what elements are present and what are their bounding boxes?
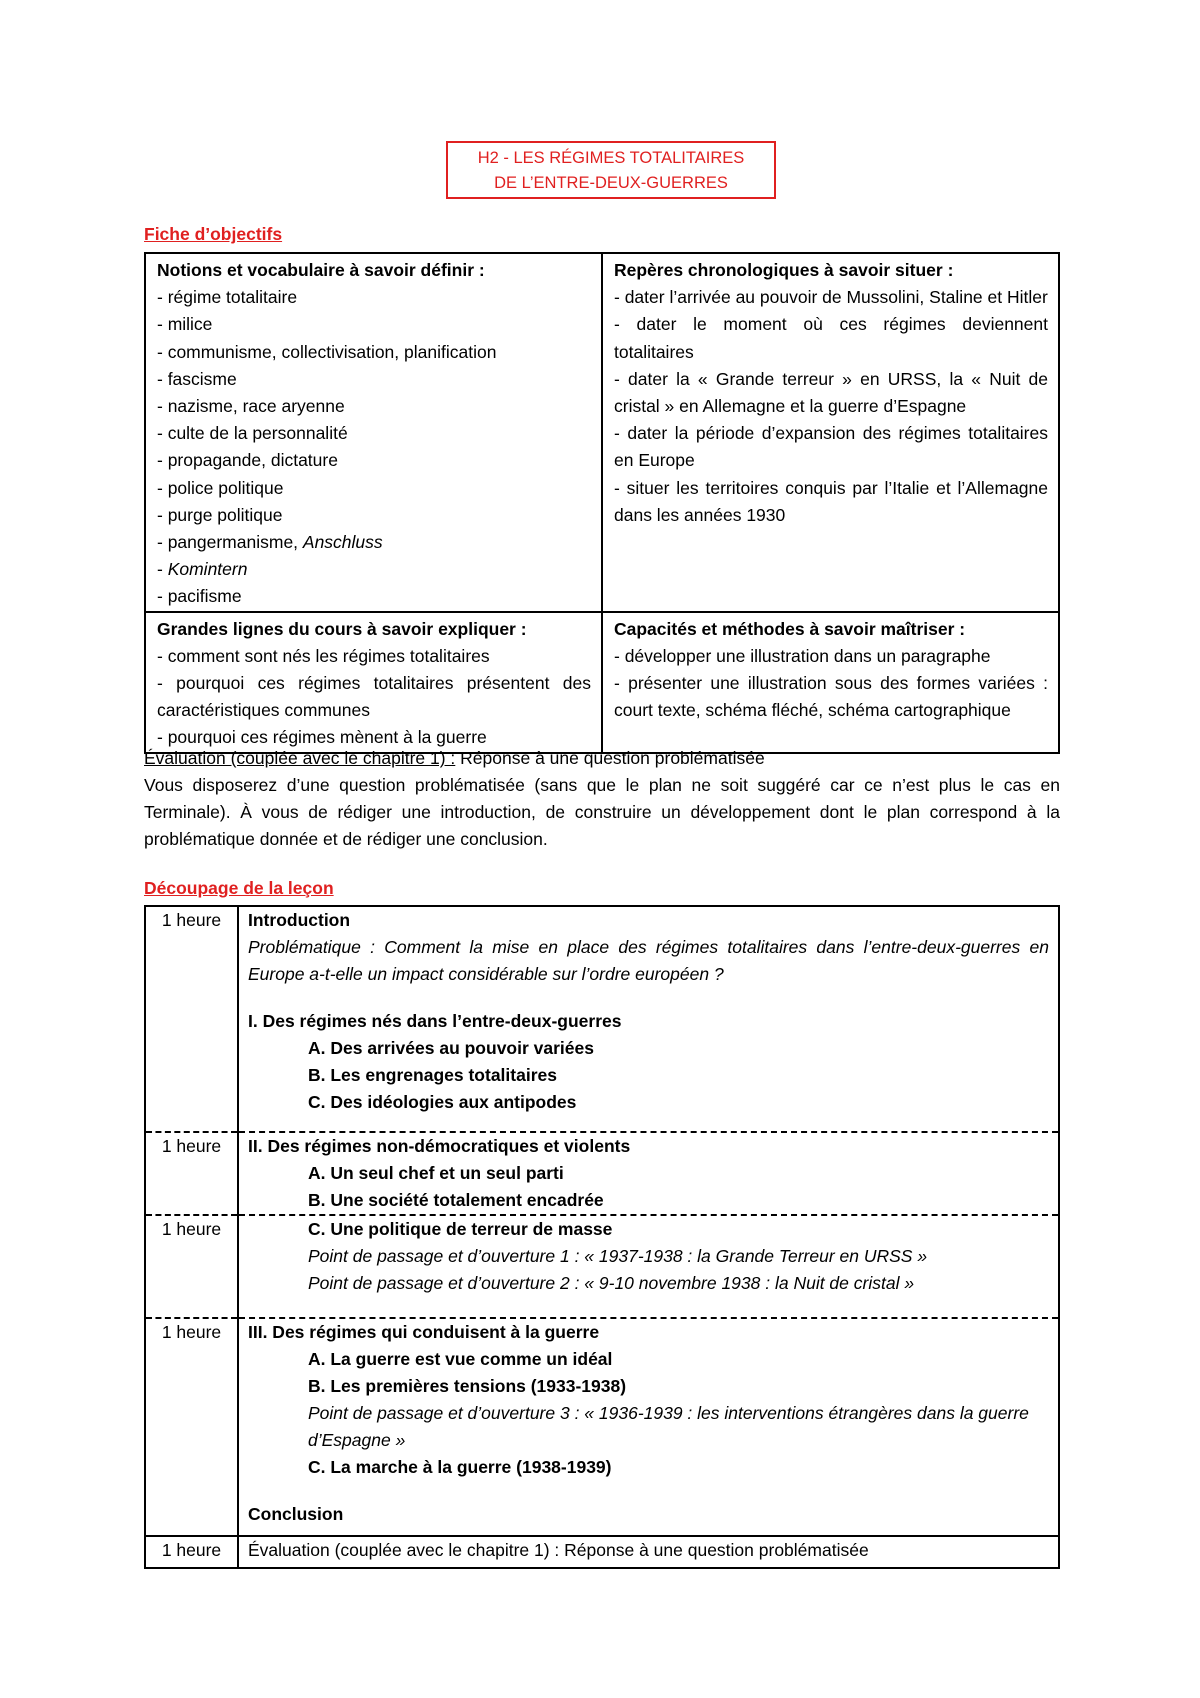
notion-item: - culte de la personnalité [157, 423, 348, 444]
reperes-text: - dater l’arrivée au pouvoir de Mussolini, Staline et Hitler - dater le moment où ces régimes deviennent totalitaires - dater la « Grande terreur » en URSS, la « Nuit de cristal » en Allemagne et la guerre d’Espagne - dater la période d’expansion des régimes totalitaires en Europe - situer les territoires conquis par l’Italie et l’Allemagne dans les années 1930 [614, 287, 1048, 525]
part-1-a: A. Des arrivées au pouvoir variées [308, 1038, 594, 1058]
lesson-block-4 [238, 1318, 1059, 1536]
evaluation-block [144, 745, 1060, 853]
reperes-cell [602, 253, 1059, 612]
duration-cell: 1 heure [145, 1215, 238, 1318]
lesson-eval-label: Évaluation (couplée avec le chapitre 1) : [248, 1540, 560, 1560]
duration-cell: 1 heure [145, 1132, 238, 1215]
fiche-heading: Fiche d’objectifs [144, 224, 283, 244]
lesson-block-2 [238, 1132, 1059, 1215]
grandes-lignes-text: - comment sont nés les régimes totalitaires - pourquoi ces régimes totalitaires présentent des caractéristiques communes - pourquoi ces régimes mènent à la guerre [157, 645, 591, 748]
decoupage-heading: Découpage de la leçon [144, 878, 334, 898]
capacites-text: - développer une illustration dans un paragraphe - présenter une illustration sous des formes variées : court texte, schéma fléché, schéma cartographique [614, 645, 1048, 721]
part-1-b: B. Les engrenages totalitaires [308, 1065, 557, 1085]
notion-item: - nazisme, race aryenne [157, 396, 345, 417]
grandes-lignes-cell [145, 612, 602, 753]
duration-cell: 1 heure [145, 906, 238, 1132]
point-de-passage-1: Point de passage et d’ouverture 1 : « 1937-1938 : la Grande Terreur en URSS » [308, 1246, 928, 1266]
notion-item: - milice [157, 314, 213, 335]
part-2-title: II. Des régimes non-démocratiques et violents [248, 1136, 631, 1156]
title-line-2: DE L’ENTRE-DEUX-GUERRES [494, 174, 728, 192]
evaluation-text: Vous disposerez d’une question problématisée (sans que le plan ne soit suggéré car ce n’est plus le cas en Terminale). À vous de rédiger une introduction, de construire un développement dont le plan correspond à la problématique donnée et de rédiger une conclusion. [144, 775, 1060, 849]
lesson-eval-value: Réponse à une question problématisée [559, 1540, 869, 1560]
point-de-passage-3: Point de passage et d’ouverture 3 : « 1936-1939 : les interventions étrangères dans la guerre d’Espagne » [308, 1403, 1029, 1450]
lesson-block-1 [238, 906, 1059, 1132]
notion-item-pacifisme: - pacifisme [157, 586, 242, 607]
conclusion-heading: Conclusion [248, 1504, 344, 1524]
intro-heading: Introduction [248, 910, 351, 930]
notions-cell [145, 253, 602, 612]
part-1-title: I. Des régimes nés dans l’entre-deux-guerres [248, 1011, 622, 1031]
duration-cell: 1 heure [145, 1318, 238, 1536]
reperes-heading: Repères chronologiques à savoir situer : [614, 260, 954, 280]
notion-item: - fascisme [157, 368, 237, 389]
capacites-heading: Capacités et méthodes à savoir maîtriser : [614, 618, 966, 639]
lesson-table [144, 905, 1060, 1569]
page-title [446, 141, 776, 199]
title-line-1: H2 - LES RÉGIMES TOTALITAIRES [477, 149, 745, 167]
notion-item: - régime totalitaire [157, 287, 298, 308]
notion-item: - propagande, dictature [157, 450, 338, 471]
lesson-block-5 [238, 1536, 1059, 1568]
notion-item: - police politique [157, 477, 284, 498]
capacites-cell [602, 612, 1059, 753]
part-2-c: C. Une politique de terreur de masse [308, 1219, 613, 1239]
lesson-block-3 [238, 1215, 1059, 1318]
part-1-c: C. Des idéologies aux antipodes [308, 1092, 577, 1112]
part-2-a: A. Un seul chef et un seul parti [308, 1163, 564, 1183]
duration-cell: 1 heure [145, 1536, 238, 1568]
notion-item-pangermanisme: - pangermanisme, Anschluss [157, 532, 383, 553]
notion-item: - communisme, collectivisation, planification [157, 341, 497, 362]
part-2-b: B. Une société totalement encadrée [308, 1190, 604, 1210]
grandes-lignes-heading: Grandes lignes du cours à savoir expliquer : [157, 618, 527, 639]
evaluation-line [144, 745, 1060, 772]
part-3-b: B. Les premières tensions (1933-1938) [308, 1376, 627, 1396]
notion-item-komintern: - Komintern [157, 559, 248, 580]
point-de-passage-2: Point de passage et d’ouverture 2 : « 9-10 novembre 1938 : la Nuit de cristal » [308, 1273, 915, 1293]
part-3-c: C. La marche à la guerre (1938-1939) [308, 1457, 612, 1477]
part-3-a: A. La guerre est vue comme un idéal [308, 1349, 613, 1369]
evaluation-value: Réponse à une question problématisée [455, 748, 765, 768]
notion-item: - purge politique [157, 504, 283, 525]
notions-heading: Notions et vocabulaire à savoir définir : [157, 260, 485, 280]
part-3-title: III. Des régimes qui conduisent à la guerre [248, 1322, 600, 1342]
objectives-table [144, 252, 1060, 754]
evaluation-label: Évaluation (couplée avec le chapitre 1) : [144, 748, 456, 768]
problematique: Problématique : Comment la mise en place des régimes totalitaires dans l’entre-deux-guerres en Europe a-t-elle un impact considérable sur l’ordre européen ? [248, 937, 1049, 984]
